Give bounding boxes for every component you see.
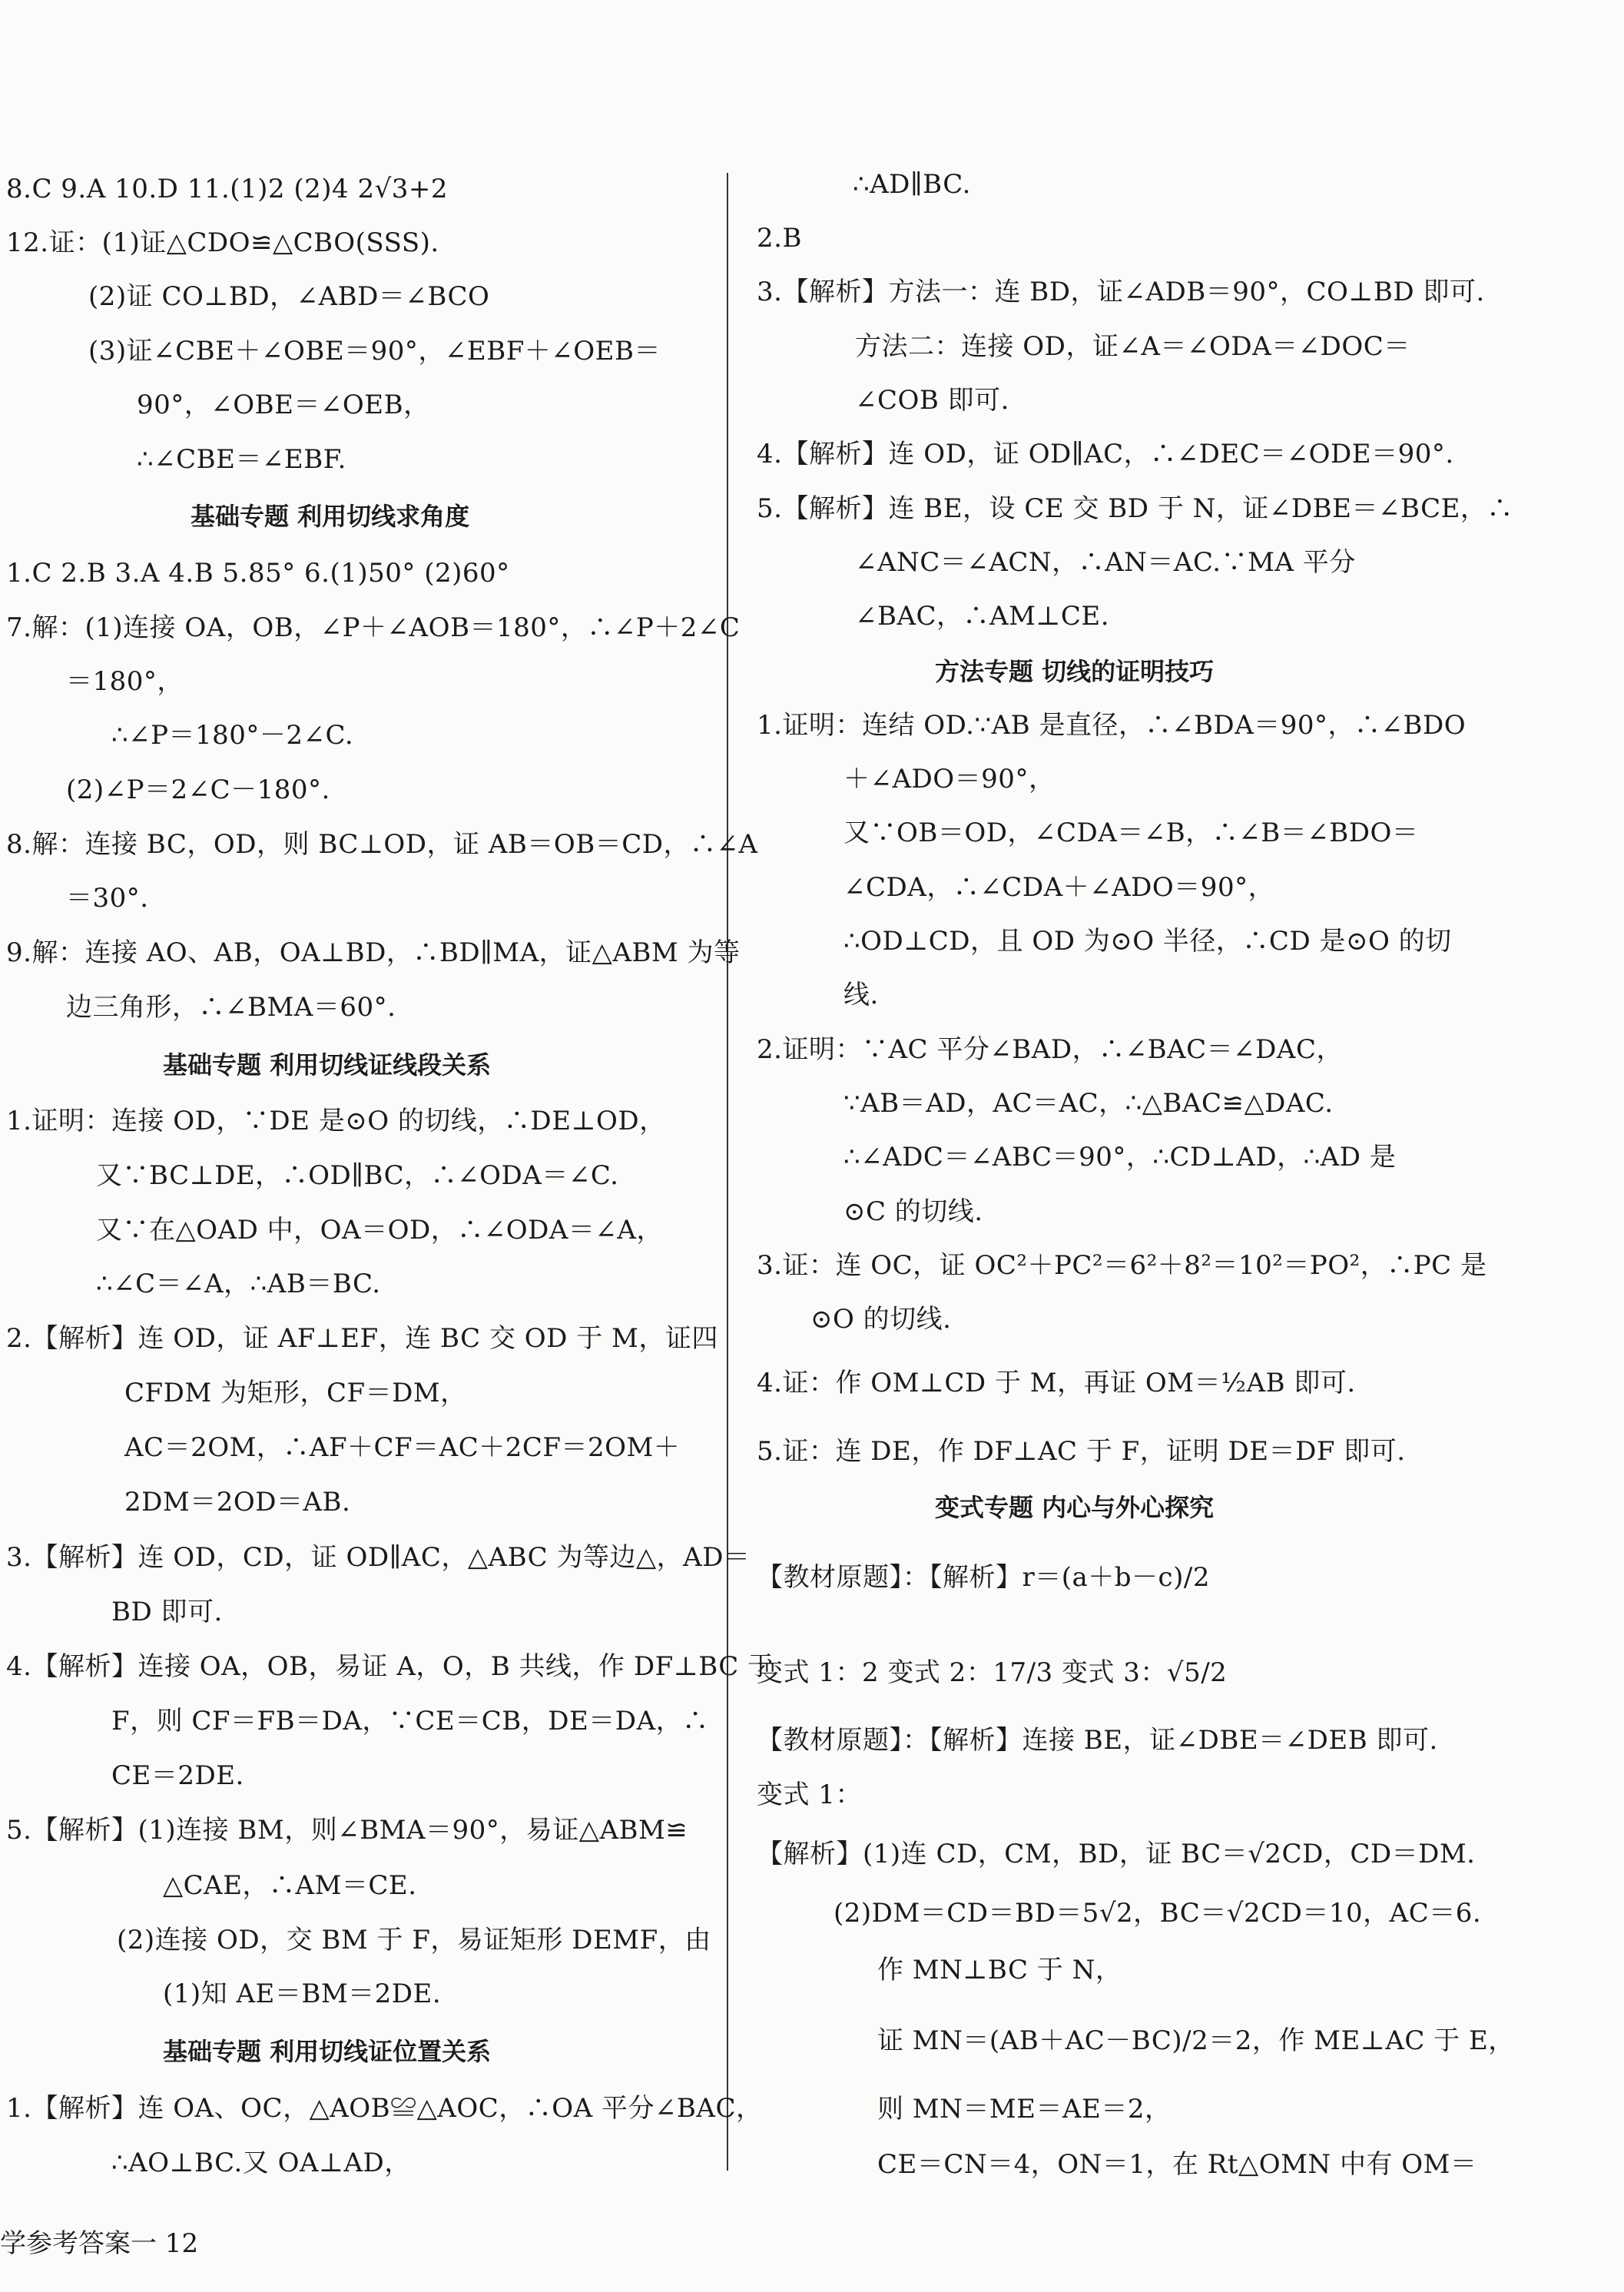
answer-line: ＝180°， [66,666,184,697]
answer-line: CE＝2DE. [111,1760,244,1791]
answer-line: 8.解：连接 BC，OD，则 BC⊥OD，证 AB＝OB＝CD，∴∠A [6,829,758,860]
answer-line: ∴∠C＝∠A，∴AB＝BC. [96,1269,381,1299]
answer-line: 1.证明：连结 OD.∵AB 是直径，∴∠BDA＝90°，∴∠BDO [757,710,1467,741]
section-heading: 变式专题 内心与外心探究 [935,1493,1215,1522]
answer-line: 2DM＝2OD＝AB. [124,1487,351,1517]
answer-line: (2)∠P＝2∠C－180°. [66,775,330,805]
answer-line: ∴AD∥BC. [853,169,971,200]
answer-line: ∠COB 即可. [855,385,1009,416]
answer-line: ∠CDA，∴∠CDA＋∠ADO＝90°， [843,872,1275,903]
answer-line: (2)连接 OD，交 BM 于 F，易证矩形 DEMF，由 [117,1925,711,1955]
answer-line: 4.证：作 OM⊥CD 于 M，再证 OM＝½AB 即可. [757,1368,1356,1398]
answer-line: 12.证：(1)证△CDO≌△CBO(SSS). [6,227,439,258]
answer-line: 则 MN＝ME＝AE＝2， [877,2094,1172,2124]
answer-line: CE＝CN＝4，ON＝1，在 Rt△OMN 中有 OM＝ [877,2149,1477,2180]
answer-line: 【教材原题】：【解析】r＝(a＋b－c)/2 [757,1562,1210,1593]
answer-line: 1.C 2.B 3.A 4.B 5.85° 6.(1)50° (2)60° [6,558,510,589]
answer-line: (2)证 CO⊥BD，∠ABD＝∠BCO [88,281,490,312]
answer-line: 5.【解析】连 BE，设 CE 交 BD 于 N，证∠DBE＝∠BCE，∴ [757,493,1513,524]
answer-line: (2)DM＝CD＝BD＝5√2，BC＝√2CD＝10，AC＝6. [834,1898,1482,1929]
answer-line: △CAE，∴AM＝CE. [163,1870,417,1901]
answer-line: 2.【解析】连 OD，证 AF⊥EF，连 BC 交 OD 于 M，证四 [6,1323,718,1354]
answer-line: 4.【解析】连接 OA，OB，易证 A，O，B 共线，作 DF⊥BC 于 [6,1651,774,1682]
answer-line: ∠BAC，∴AM⊥CE. [855,601,1110,632]
answer-line: ＝30°. [66,883,149,914]
answer-line: 线. [843,980,879,1010]
answer-line: 证 MN＝(AB＋AC－BC)/2＝2，作 ME⊥AC 于 E， [877,2025,1515,2056]
answer-line: ∴OD⊥CD，且 OD 为⊙O 半径，∴CD 是⊙O 的切 [843,926,1452,957]
answer-line: 【教材原题】：【解析】连接 BE，证∠DBE＝∠DEB 即可. [757,1725,1438,1756]
answer-line: ∴∠ADC＝∠ABC＝90°，∴CD⊥AD，∴AD 是 [843,1142,1397,1173]
answer-line: 变式 1： [757,1780,862,1810]
answer-line: F，则 CF＝FB＝DA，∵CE＝CB，DE＝DA，∴ [111,1706,709,1736]
answer-line: ∴∠CBE＝∠EBF. [137,444,346,475]
answer-line: 2.证明：∵AC 平分∠BAD，∴∠BAC＝∠DAC， [757,1034,1343,1065]
answer-line: 5.【解析】(1)连接 BM，则∠BMA＝90°，易证△ABM≌ [6,1815,688,1846]
answer-line: ⊙C 的切线. [843,1196,983,1227]
answer-line: ⊙O 的切线. [810,1304,952,1335]
answer-line: BD 即可. [111,1597,223,1627]
answer-line: 作 MN⊥BC 于 N， [877,1955,1122,1985]
answer-line: (1)知 AE＝BM＝2DE. [163,1979,442,2009]
answer-line: CFDM 为矩形，CF＝DM， [124,1378,467,1408]
section-heading: 基础专题 利用切线证位置关系 [163,2037,492,2066]
section-heading: 基础专题 利用切线求角度 [191,502,470,531]
answer-line: 90°，∠OBE＝∠OEB， [137,390,430,420]
answer-line: 5.证：连 DE，作 DF⊥AC 于 F，证明 DE＝DF 即可. [757,1436,1406,1467]
answer-line: 方法二：连接 OD，证∠A＝∠ODA＝∠DOC＝ [855,331,1410,362]
answer-line: 2.B [757,223,802,254]
answer-line: (3)证∠CBE＋∠OBE＝90°，∠EBF＋∠OEB＝ [88,336,661,367]
section-heading: 方法专题 切线的证明技巧 [935,657,1215,686]
answer-line: 3.【解析】方法一：连 BD，证∠ADB＝90°，CO⊥BD 即可. [757,277,1485,307]
answer-line: ∵AB＝AD，AC＝AC，∴△BAC≌△DAC. [843,1088,1334,1119]
answer-line: 8.C 9.A 10.D 11.(1)2 (2)4 2√3+2 [6,174,449,204]
answer-line: ∠ANC＝∠ACN，∴AN＝AC.∵MA 平分 [855,547,1356,578]
answer-line: 3.【解析】连 OD，CD，证 OD∥AC，△ABC 为等边△，AD＝ [6,1542,751,1573]
answer-line: 又∵OB＝OD，∠CDA＝∠B，∴∠B＝∠BDO＝ [843,818,1419,848]
answer-line: 4.【解析】连 OD，证 OD∥AC，∴∠DEC＝∠ODE＝90°. [757,439,1454,469]
answer-line: 边三角形，∴∠BMA＝60°. [66,992,396,1023]
answer-line: ∴∠P＝180°－2∠C. [111,720,354,751]
answer-line: 1.证明：连接 OD，∵DE 是⊙O 的切线，∴DE⊥OD， [6,1106,666,1136]
answer-line: 变式 1：2 变式 2：17/3 变式 3：√5/2 [757,1657,1228,1688]
answer-line: 1.【解析】连 OA、OC，△AOB≌△AOC，∴OA 平分∠BAC， [6,2093,763,2124]
answer-line: 3.证：连 OC，证 OC²＋PC²＝6²＋8²＝10²＝PO²，∴PC 是 [757,1250,1487,1281]
page-footer: 学参考答案一 12 [0,2228,199,2259]
answer-line: 【解析】(1)连 CD，CM，BD，证 BC＝√2CD，CD＝DM. [757,1839,1476,1869]
answer-line: 9.解：连接 AO、AB，OA⊥BD，∴BD∥MA，证△ABM 为等 [6,937,741,968]
section-heading: 基础专题 利用切线证线段关系 [163,1050,492,1080]
column-divider [727,173,728,2171]
answer-line: ∴AO⊥BC.又 OA⊥AD， [111,2148,411,2178]
answer-line: 又∵在△OAD 中，OA＝OD，∴∠ODA＝∠A， [96,1215,663,1246]
answer-line: 又∵BC⊥DE，∴OD∥BC，∴∠ODA＝∠C. [96,1160,619,1191]
answer-line: AC＝2OM，∴AF＋CF＝AC＋2CF＝2OM＋ [124,1432,681,1463]
answer-line: 7.解：(1)连接 OA，OB，∠P＋∠AOB＝180°，∴∠P＋2∠C [6,612,741,643]
answer-line: ＋∠ADO＝90°， [843,764,1056,794]
